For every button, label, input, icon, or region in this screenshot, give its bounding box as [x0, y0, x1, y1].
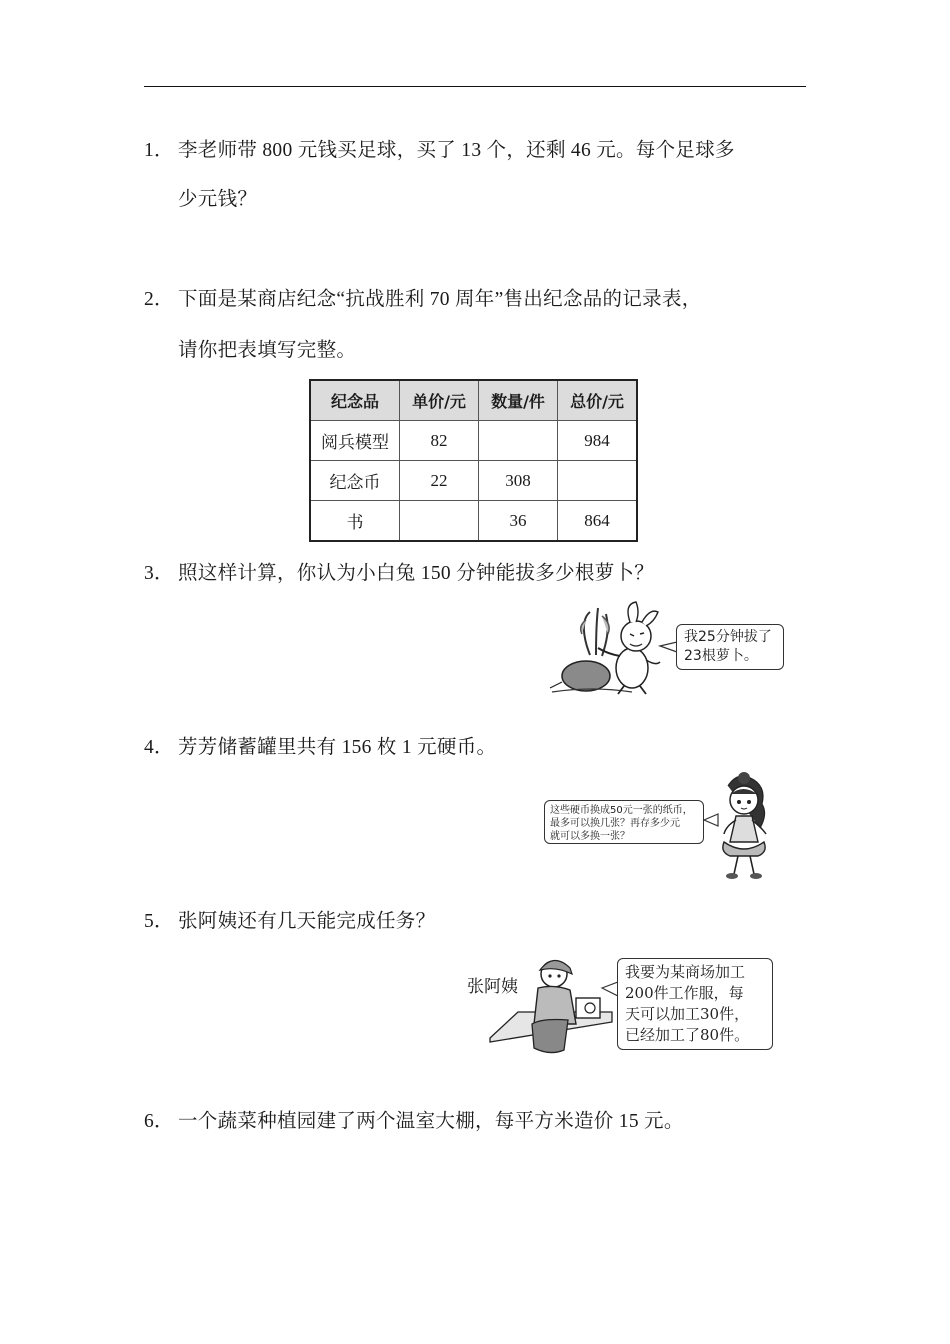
aunt-zhang-sewing-illustration	[488, 952, 620, 1058]
question-6-number: 6．	[144, 1111, 174, 1132]
question-3-number: 3．	[144, 563, 174, 584]
table-cell: 阅兵模型	[310, 421, 400, 461]
question-2-number: 2．	[144, 289, 174, 310]
table-cell: 22	[400, 461, 479, 501]
girl-speech-bubble	[544, 800, 704, 844]
header-rule	[144, 86, 806, 87]
table-cell: 书	[310, 501, 400, 542]
rabbit-speech-line: 23根萝卜。	[684, 648, 758, 664]
table-header-row	[310, 380, 637, 421]
table-header-cell: 数量/件	[479, 380, 558, 421]
table-header-cell: 纪念品	[310, 380, 400, 421]
souvenir-record-table	[309, 379, 638, 542]
question-1-text-line2: 少元钱？	[178, 189, 258, 210]
table-row	[310, 501, 637, 542]
question-4-text: 芳芳储蓄罐里共有 156 枚 1 元硬币。	[178, 737, 497, 758]
girl-speech-line: 就可以多换一张？	[550, 831, 630, 842]
rabbit-speech-bubble	[676, 624, 784, 670]
girl-speech-line: 最多可以换几张？再存多少元	[550, 818, 680, 829]
rabbit-speech-line: 我25分钟拔了	[684, 629, 772, 645]
girl-illustration	[700, 768, 780, 884]
question-3-text: 照这样计算，你认为小白兔 150 分钟能拔多少根萝卜？	[178, 563, 655, 584]
question-2-text-line1: 下面是某商店纪念“抗战胜利 70 周年”售出纪念品的记录表，	[178, 289, 702, 310]
aunt-speech-line: 已经加工了80件。	[625, 1026, 750, 1044]
aunt-zhang-label: 张阿姨	[467, 977, 518, 997]
girl-speech-line: 这些硬币换成50元一张的纸币，	[550, 805, 693, 816]
question-1-text-line1: 李老师带 800 元钱买足球，买了 13 个，还剩 46 元。每个足球多	[178, 140, 735, 161]
question-5-text: 张阿姨还有几天能完成任务？	[178, 911, 436, 932]
table-cell: 308	[479, 461, 558, 501]
aunt-zhang-speech-bubble	[617, 958, 773, 1050]
aunt-speech-line: 天可以加工30件，	[625, 1005, 750, 1023]
question-5-number: 5．	[144, 911, 174, 932]
question-3	[144, 564, 654, 584]
table-cell: 36	[479, 501, 558, 542]
table-cell-blank[interactable]	[400, 501, 479, 542]
table-cell: 纪念币	[310, 461, 400, 501]
question-5	[144, 912, 435, 932]
question-2-text-line2: 请你把表填写完整。	[178, 340, 357, 361]
table-cell: 82	[400, 421, 479, 461]
table-header-cell: 总价/元	[558, 380, 638, 421]
table-row	[310, 461, 637, 501]
question-1-number: 1．	[144, 140, 174, 161]
aunt-speech-line: 我要为某商场加工	[625, 963, 746, 981]
question-1	[144, 141, 735, 161]
question-4	[144, 738, 496, 758]
table-cell-blank[interactable]	[479, 421, 558, 461]
aunt-speech-line: 200件工作服，每	[625, 984, 744, 1002]
table-cell: 864	[558, 501, 638, 542]
table-header-cell: 单价/元	[400, 380, 479, 421]
rabbit-pulling-radish-illustration	[550, 600, 680, 696]
table-row	[310, 421, 637, 461]
table-cell: 984	[558, 421, 638, 461]
question-4-number: 4．	[144, 737, 174, 758]
table-cell-blank[interactable]	[558, 461, 638, 501]
question-2	[144, 290, 702, 310]
question-6-text: 一个蔬菜种植园建了两个温室大棚，每平方米造价 15 元。	[178, 1111, 684, 1132]
question-6	[144, 1112, 684, 1132]
